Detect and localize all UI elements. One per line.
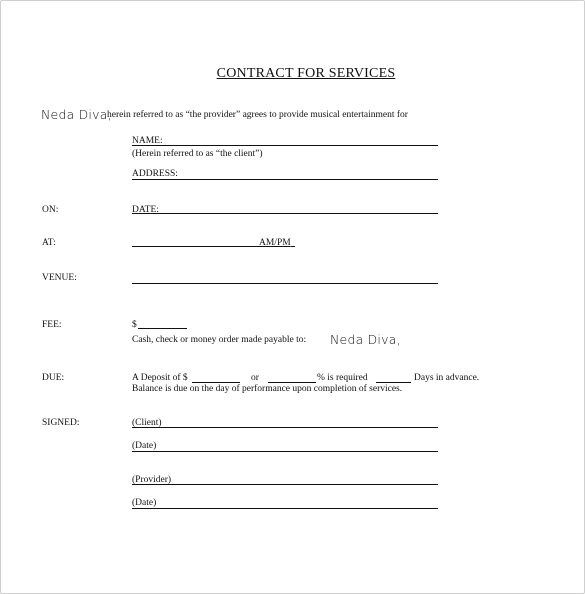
venue-line[interactable] xyxy=(132,283,438,284)
deposit-amount-line[interactable] xyxy=(192,382,240,383)
time-line-tail xyxy=(291,246,295,247)
provider-name-handwritten: Neda Diva, xyxy=(41,107,112,122)
date-line[interactable] xyxy=(132,213,438,214)
client-name-label: NAME: xyxy=(132,136,163,146)
client-name-line[interactable] xyxy=(132,145,438,146)
deposit-or: or xyxy=(251,373,259,383)
payee-name-handwritten: Neda Diva, xyxy=(330,332,401,347)
on-label: ON: xyxy=(42,205,59,215)
days-in-advance: Days in advance. xyxy=(414,373,480,383)
provider-date-label: (Date) xyxy=(132,498,157,508)
client-address-line[interactable] xyxy=(132,179,438,180)
client-date-label: (Date) xyxy=(132,441,157,451)
provider-signature-line[interactable] xyxy=(132,484,438,485)
time-line[interactable] xyxy=(132,246,259,247)
deposit-prefix: A Deposit of $ xyxy=(132,373,188,383)
fee-amount-line[interactable] xyxy=(138,328,187,329)
deposit-percent-line[interactable] xyxy=(268,382,316,383)
fee-label: FEE: xyxy=(42,320,62,330)
client-signature-label: (Client) xyxy=(132,418,162,428)
venue-label: VENUE: xyxy=(42,273,77,283)
payment-text: Cash, check or money order made payable to: xyxy=(132,335,307,345)
client-address-label: ADDRESS: xyxy=(132,169,178,179)
days-line[interactable] xyxy=(376,382,411,383)
due-label: DUE: xyxy=(42,373,65,383)
provider-date-line[interactable] xyxy=(132,508,438,509)
client-date-line[interactable] xyxy=(132,451,438,452)
at-label: AT: xyxy=(42,238,56,248)
balance-text: Balance is due on the day of performance upon completion of services. xyxy=(132,384,403,394)
client-signature-line[interactable] xyxy=(132,427,438,428)
fee-currency: $ xyxy=(132,320,137,330)
client-referred-note: (Herein referred to as “the client”) xyxy=(132,149,263,159)
contract-title: CONTRACT FOR SERVICES xyxy=(216,66,396,81)
percent-required: % is required xyxy=(317,373,368,383)
signed-label: SIGNED: xyxy=(42,418,80,428)
date-label: DATE: xyxy=(132,205,159,215)
intro-text: herein referred to as “the provider” agrees to provide musical entertainment for xyxy=(107,110,408,120)
ampm-text: AM/PM xyxy=(259,238,291,248)
provider-signature-label: (Provider) xyxy=(132,475,172,485)
